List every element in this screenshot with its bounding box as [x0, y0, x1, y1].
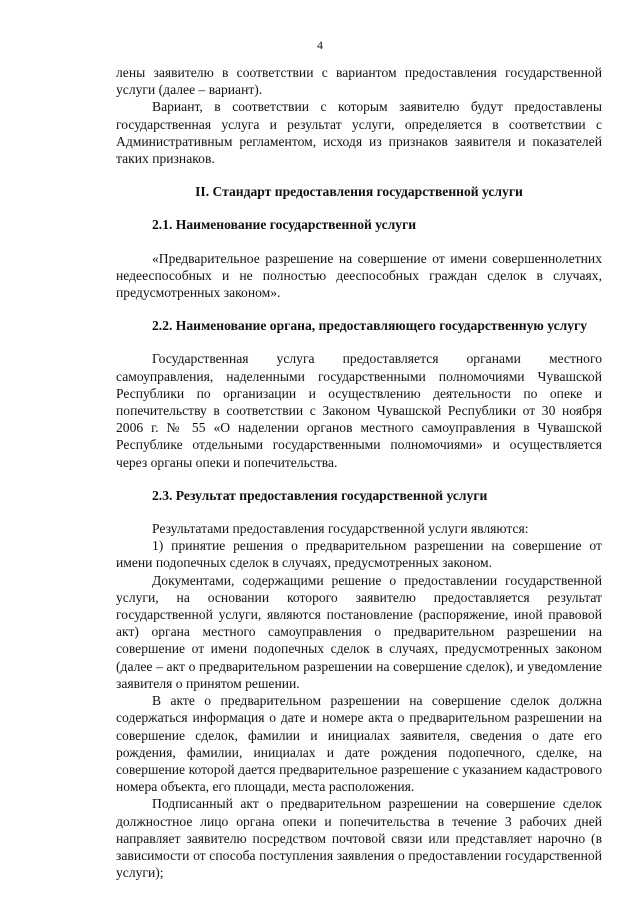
paragraph-2-3-4: В акте о предварительном разрешении на совершение сделок должна содержаться информация о дате и номере акта о предварительном разрешении на совершение сделок, фамилии и инициалах заявителя, сведения о дате его рождения, фамилии, инициалах и дате рождения подопечного, сделке, на совершение которой дается предварительное разрешение с указанием кадастрового номера объекта, его площади, места расположения. — [116, 693, 602, 795]
heading-2-2: 2.2. Наименование органа, предоставляющего государственную услугу — [152, 318, 588, 334]
heading-2-1: 2.1. Наименование государственной услуги — [152, 217, 417, 233]
paragraph-2-3-1: Результатами предоставления государственной услуги являются: — [152, 521, 529, 537]
document-body — [116, 64, 602, 881]
paragraph-2-3-3: Документами, содержащими решение о предоставлении государственной услуги, на основании которого заявителю предоставляется результат государственной услуги, являются постановление (распоряжение, иной правовой акт) органа местного самоуправления о предварительном разрешении на совершение от имени подопечных сделок в случаях, предусмотренных законом (далее – акт о предварительном разрешении на совершение сделок), и уведомление заявителя о принятом решении. — [116, 572, 602, 691]
heading-2-3: 2.3. Результат предоставления государственной услуги — [152, 487, 488, 503]
intro-paragraph-2: Вариант, в соответствии с которым заявителю будут предоставлены государственная услуга и результат услуги, определяется в соответствии с Административным регламентом, исходя из признаков заявителя и показателей таких признаков. — [116, 99, 602, 167]
paragraph-2-3-2: 1) принятие решения о предварительном разрешении на совершение от имени подопечных сделок в случаях, предусмотренных законом. — [116, 538, 602, 571]
intro-paragraph-1: лены заявителю в соответствии с вариантом предоставления государственной услуги (далее – вариант). — [116, 65, 602, 98]
paragraph-2-3-5: Подписанный акт о предварительном разрешении на совершение сделок должностное лицо органа опеки и попечительства в течение 3 рабочих дней направляет заявителю посредством почтовой связи или представляет нарочно (в зависимости от способа поступления заявления о предоставлении государственной услуги); — [116, 796, 602, 881]
page-number: 4 — [317, 38, 323, 52]
paragraph-2-2: Государственная услуга предоставляется органами местного самоуправления, наделенными государственными полномочиями Чувашской Республики по организации и осуществлению деятельности по опеке и попечительству в соответствии с Законом Чувашской Республики от 30 ноября 2006 г. № 55 «О наделении органов местного самоуправления в Чувашской Республике отдельными государственными полномочиями» и осуществляется через органы опеки и попечительства. — [116, 351, 602, 470]
paragraph-2-1: «Предварительное разрешение на совершение от имени совершеннолетних недееспособных и не полностью дееспособных граждан сделок в случаях, предусмотренных законом». — [116, 250, 602, 301]
section-title: II. Стандарт предоставления государственной услуги — [195, 184, 523, 200]
